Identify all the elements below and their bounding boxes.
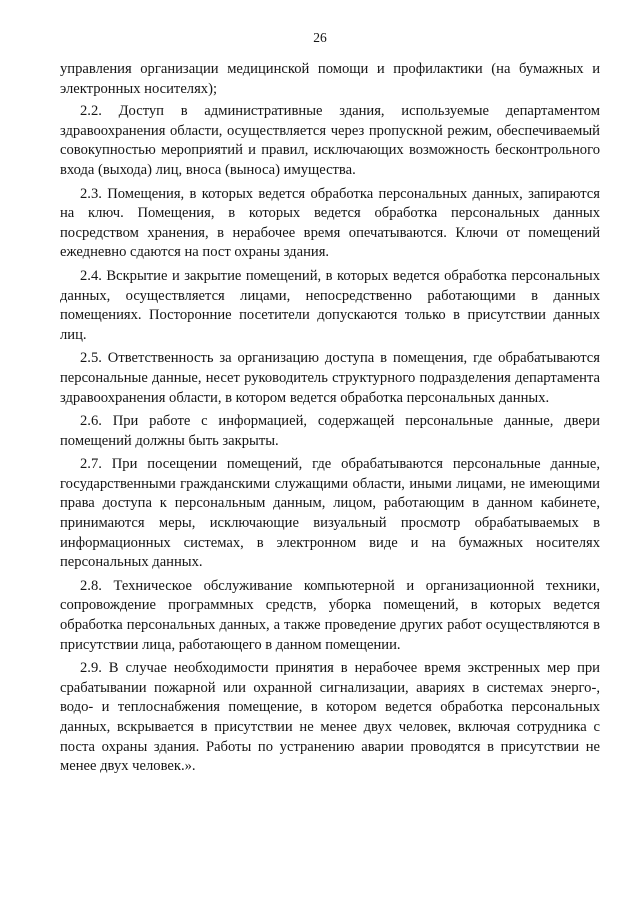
paragraph-2-7: 2.7. При посещении помещений, где обрабатываются персональные данные, государственными гражданскими служащими области, иными лицами, не имеющими права доступа к персональным данным, лицом, работающим в данном кабинете, принимаются меры, исключающие визуальный просмотр обрабатываемых в информационных системах, в электронном виде и на бумажных носителях персональных данных. [60,456,600,571]
paragraph-2-9: 2.9. В случае необходимости принятия в нерабочее время экстренных мер при срабатывании пожарной или охранной сигнализации, авариях в системах энерго-, водо- и теплоснабжения помещение, в котором ведется обработка персональных данных, вскрывается в присутствии не менее двух человек, включая сотрудника с поста охраны здания. Работы по устранению аварии проводятся в присутствии не менее двух человек.». [60,660,600,775]
paragraph-continuation: управления организации медицинской помощи и профилактики (на бумажных и электронных носителях); [60,61,600,97]
paragraph-2-8: 2.8. Техническое обслуживание компьютерной и организационной техники, сопровождение программных средств, уборка помещений, в которых ведется обработка персональных данных, а также проведение других работ осуществляются в присутствии лица, работающего в данном помещении. [60,577,600,653]
paragraph-2-5: 2.5. Ответственность за организацию доступа в помещения, где обрабатываются персональные данные, несет руководитель структурного подразделения департамента здравоохранения области, в котором ведется обработка персональных данных. [60,350,600,406]
document-body [60,60,600,781]
page-number: 26 [313,30,327,45]
paragraph-2-2: 2.2. Доступ в административные здания, используемые департаментом здравоохранения области, осуществляется через пропускной режим, обеспечиваемый совокупностью мероприятий и правил, исключающих возможность бесконтрольного входа (выхода) лиц, вноса (выноса) имущества. [60,103,600,178]
paragraph-2-6: 2.6. При работе с информацией, содержащей персональные данные, двери помещений должны быть закрыты. [60,413,600,449]
paragraph-2-4: 2.4. Вскрытие и закрытие помещений, в которых ведется обработка персональных данных, осуществляется лицами, непосредственно работающими в данных помещениях. Посторонние посетители допускаются только в присутствии данных лиц. [60,267,600,343]
paragraph-2-3: 2.3. Помещения, в которых ведется обработка персональных данных, запираются на ключ. Помещения, в которых ведется обработка персональных данных посредством хранения, в нерабочее время опечатываются. Ключи от помещений ежедневно сдаются на пост охраны здания. [60,185,600,261]
